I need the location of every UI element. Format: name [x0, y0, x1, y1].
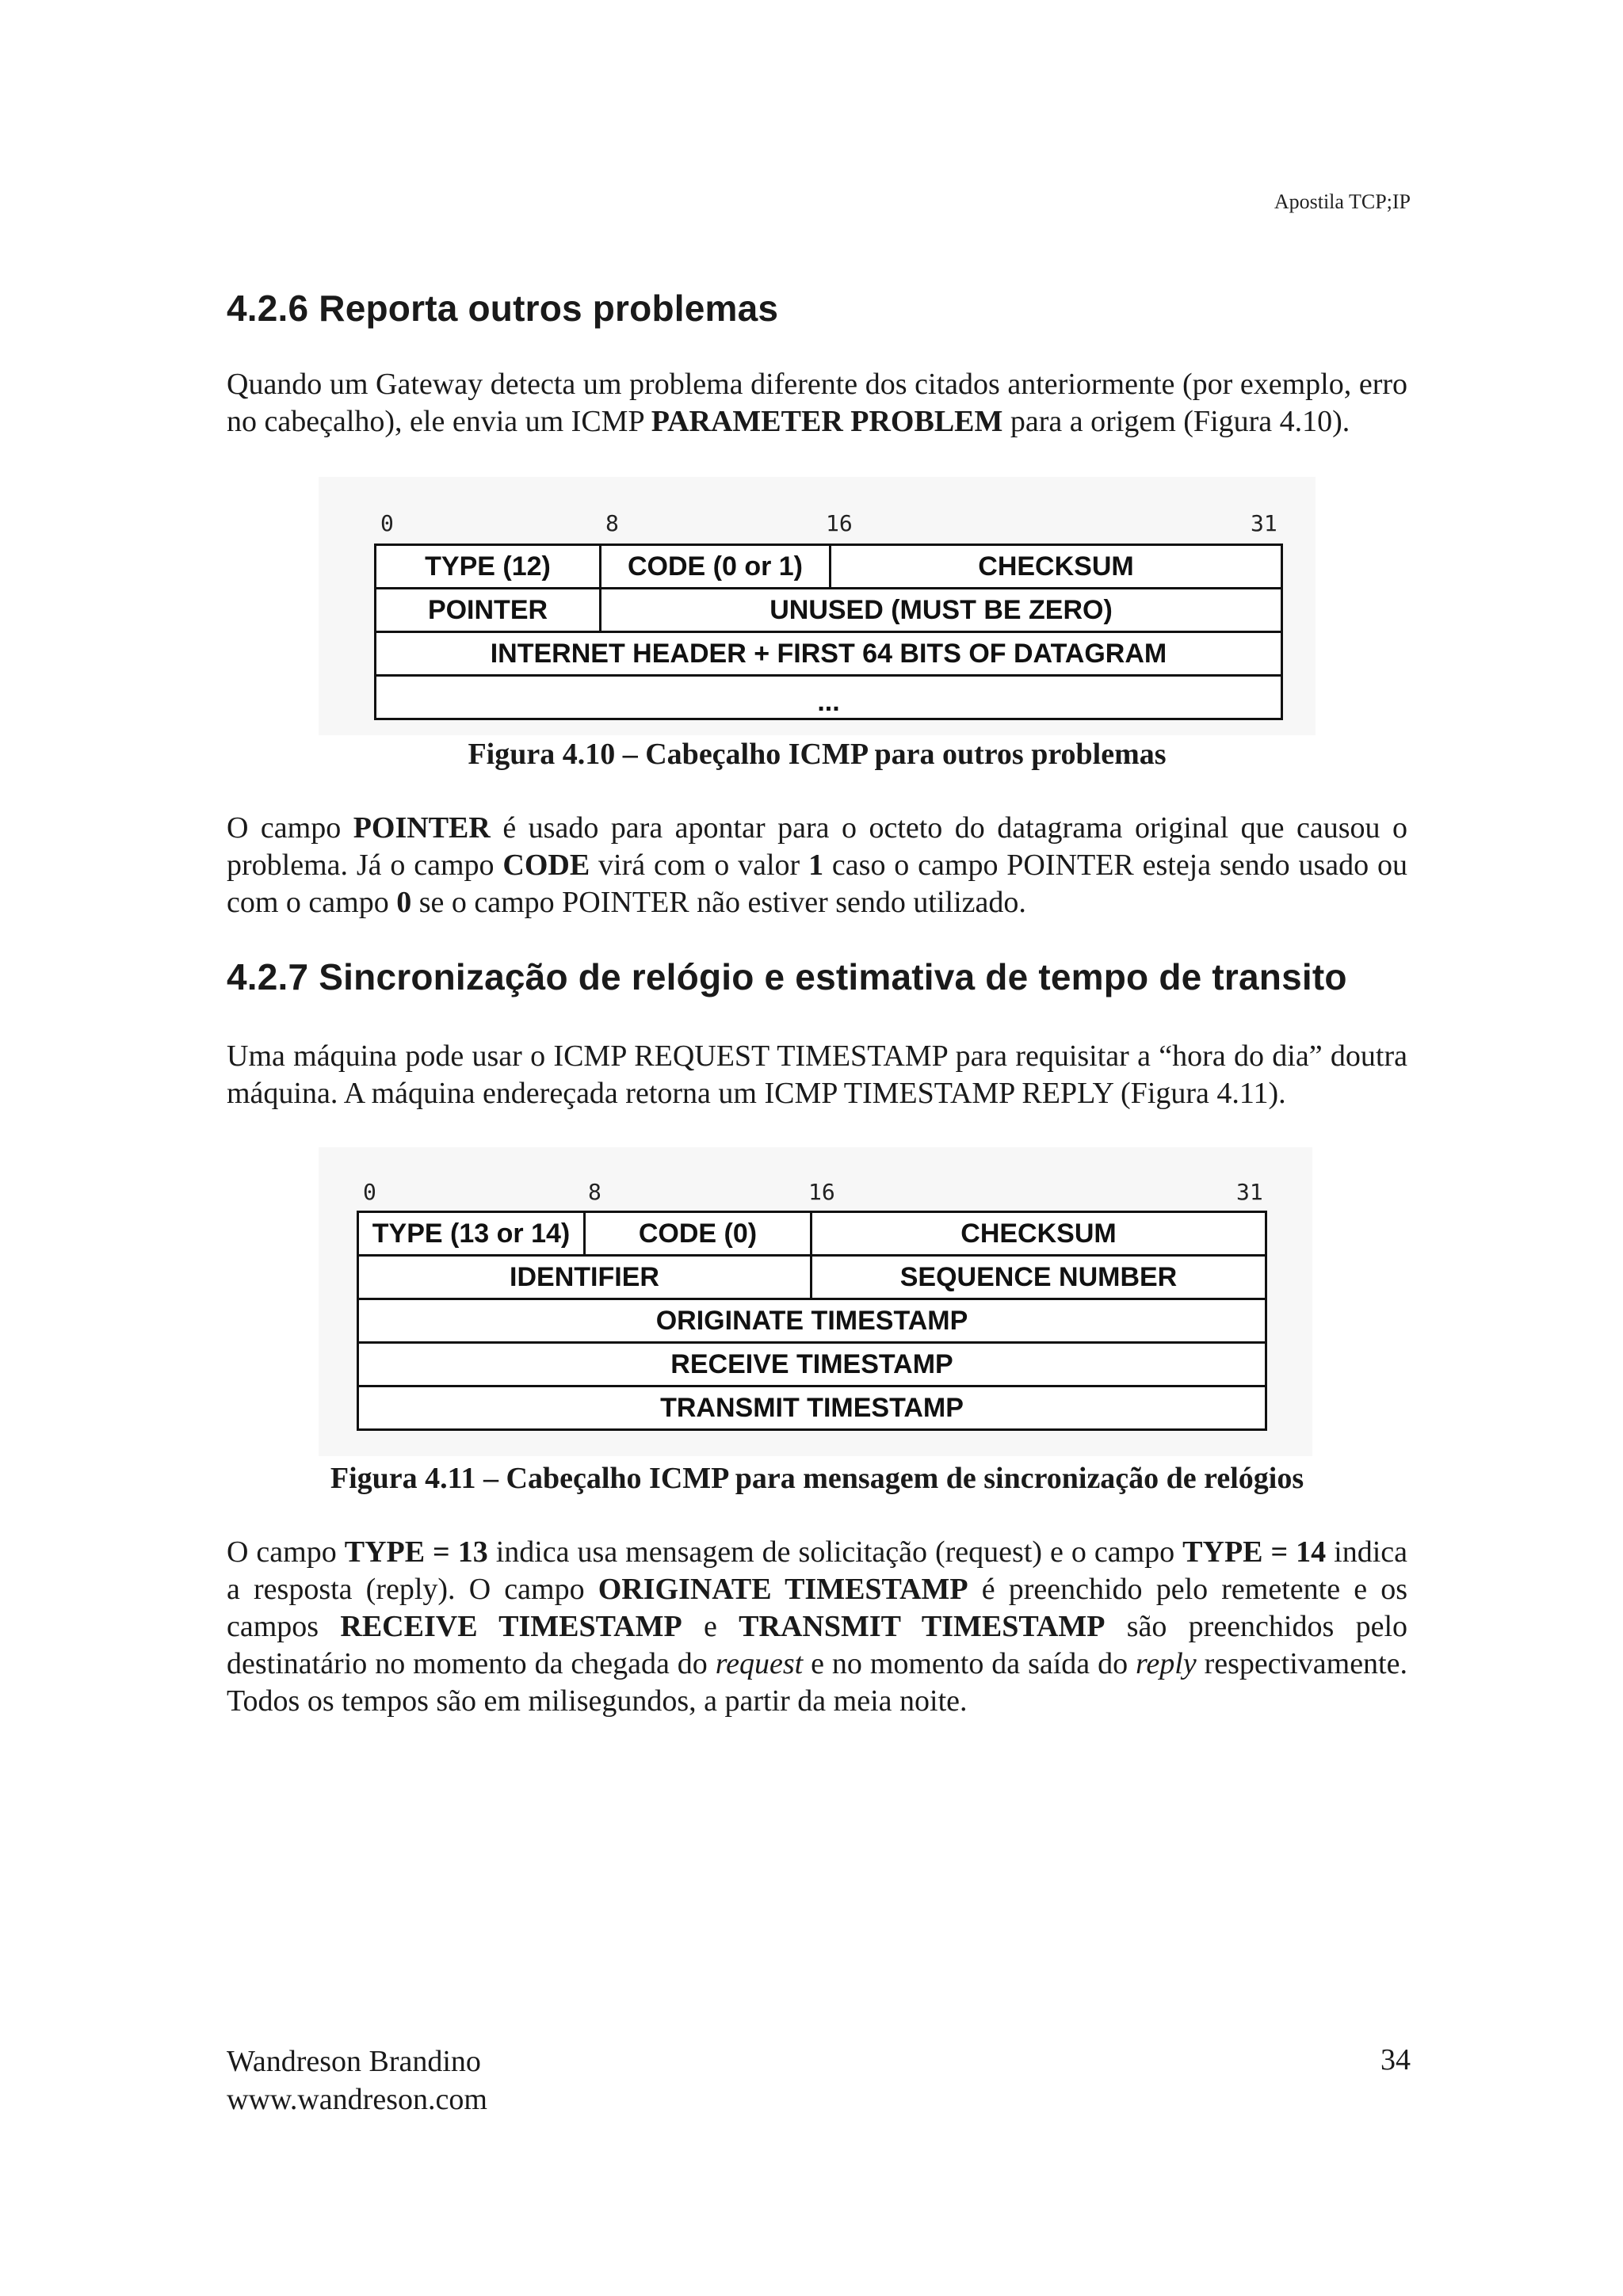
- text-segment: TRANSMIT TIMESTAMP: [739, 1610, 1106, 1643]
- checksum-field: CHECKSUM: [831, 545, 1282, 589]
- text-segment: Quando um Gateway detecta um problema diferente dos citados anteriormente (por exemplo, erro no cabeçalho), ele envia um ICMP: [227, 368, 1407, 438]
- footer-author-block: [227, 2042, 487, 2119]
- ts-row-5: [358, 1386, 1266, 1430]
- running-header: Apostila TCP;IP: [1274, 190, 1411, 213]
- figure-4-10-bit-31: 31: [1251, 510, 1277, 536]
- icmp-timestamp-header: [357, 1211, 1267, 1431]
- code-field: CODE (0 or 1): [601, 545, 831, 589]
- section-4-2-7-intro: [227, 1038, 1407, 1112]
- figure-4-11-bit-31: 31: [1236, 1179, 1263, 1205]
- text-segment: se o campo POINTER não estiver sendo utilizado.: [411, 886, 1026, 919]
- text-segment: request: [715, 1647, 804, 1680]
- code-field: CODE (0): [585, 1212, 812, 1256]
- figure-4-11-bit-8: 8: [588, 1179, 601, 1205]
- text-segment: 1: [808, 849, 824, 882]
- unused-field: UNUSED (MUST BE ZERO): [601, 589, 1282, 632]
- receive-timestamp-field: RECEIVE TIMESTAMP: [358, 1343, 1266, 1386]
- text-segment: indica a resposta (reply). O campo: [227, 1535, 1407, 1606]
- figure-4-10-bit-0: 0: [380, 510, 394, 536]
- header-row-3: [376, 632, 1282, 676]
- section-4-2-6-explanation: [227, 810, 1407, 921]
- text-segment: reply: [1136, 1647, 1197, 1680]
- identifier-field: IDENTIFIER: [358, 1256, 812, 1299]
- text-segment: 0: [396, 886, 412, 919]
- text-segment: virá com o valor: [590, 849, 809, 882]
- transmit-timestamp-field: TRANSMIT TIMESTAMP: [358, 1386, 1266, 1430]
- icmp-parameter-problem-header: [374, 543, 1283, 720]
- text-segment: RECEIVE TIMESTAMP: [340, 1610, 682, 1643]
- text-segment: TYPE = 14: [1182, 1535, 1327, 1569]
- header-row-2: [376, 589, 1282, 632]
- type-field: TYPE (12): [376, 545, 601, 589]
- ts-row-4: [358, 1343, 1266, 1386]
- text-segment: respectivamente. Todos os tempos são em milisegundos, a partir da meia noite.: [227, 1647, 1407, 1718]
- type-field: TYPE (13 or 14): [358, 1212, 585, 1256]
- figure-4-10-bit-16: 16: [826, 510, 853, 536]
- text-segment: O campo: [227, 1535, 345, 1569]
- text-segment: e: [682, 1610, 739, 1643]
- text-segment: PARAMETER PROBLEM: [651, 405, 1003, 438]
- section-heading-4-2-6: 4.2.6 Reporta outros problemas: [227, 288, 779, 329]
- text-segment: são preenchidos pelo destinatário no momento da chegada do: [227, 1610, 1407, 1680]
- figure-4-11-bit-16: 16: [808, 1179, 835, 1205]
- text-segment: indica usa mensagem de solicitação (request) e o campo: [487, 1535, 1183, 1569]
- header-row-1: [376, 545, 1282, 589]
- internet-header-field: INTERNET HEADER + FIRST 64 BITS OF DATAGRAM: [376, 632, 1282, 676]
- ellipsis-field: ...: [376, 676, 1282, 719]
- checksum-field: CHECKSUM: [812, 1212, 1266, 1256]
- text-segment: é usado para apontar para o octeto do datagrama original que causou o problema. Já o campo: [227, 811, 1408, 882]
- section-4-2-7-explanation: [227, 1534, 1407, 1720]
- sequence-number-field: SEQUENCE NUMBER: [812, 1256, 1266, 1299]
- text-segment: O campo: [227, 811, 353, 845]
- ts-row-3: [358, 1299, 1266, 1343]
- text-segment: para a origem (Figura 4.10).: [1002, 405, 1350, 438]
- text-segment: POINTER: [353, 811, 491, 845]
- originate-timestamp-field: ORIGINATE TIMESTAMP: [358, 1299, 1266, 1343]
- pointer-field: POINTER: [376, 589, 601, 632]
- figure-4-11-bit-0: 0: [363, 1179, 376, 1205]
- text-segment: e no momento da saída do: [803, 1647, 1136, 1680]
- figure-4-11-caption: Figura 4.11 – Cabeçalho ICMP para mensagem de sincronização de relógios: [330, 1462, 1304, 1495]
- text-segment: caso o campo POINTER esteja sendo usado ou com o campo: [227, 849, 1407, 919]
- ts-row-2: [358, 1256, 1266, 1299]
- header-row-4: [376, 676, 1282, 719]
- page-number: 34: [1381, 2043, 1411, 2077]
- ts-row-1: [358, 1212, 1266, 1256]
- section-4-2-6-intro: [227, 366, 1407, 441]
- footer-website: www.wandreson.com: [227, 2083, 487, 2116]
- text-segment: é preenchido pelo remetente e os campos: [227, 1573, 1407, 1643]
- section-heading-4-2-7: 4.2.7 Sincronização de relógio e estimativa de tempo de transito: [227, 956, 1347, 997]
- footer-author: Wandreson Brandino: [227, 2045, 481, 2078]
- figure-4-10-caption: Figura 4.10 – Cabeçalho ICMP para outros problemas: [468, 738, 1167, 771]
- text-segment: Uma máquina pode usar o ICMP REQUEST TIMESTAMP para requisitar a “hora do dia” doutra máquina. A máquina endereçada retorna um ICMP TIMESTAMP REPLY (Figura 4.11).: [227, 1039, 1407, 1110]
- text-segment: TYPE = 13: [344, 1535, 488, 1569]
- text-segment: CODE: [502, 849, 590, 882]
- text-segment: ORIGINATE TIMESTAMP: [598, 1573, 968, 1606]
- figure-4-10-bit-8: 8: [605, 510, 619, 536]
